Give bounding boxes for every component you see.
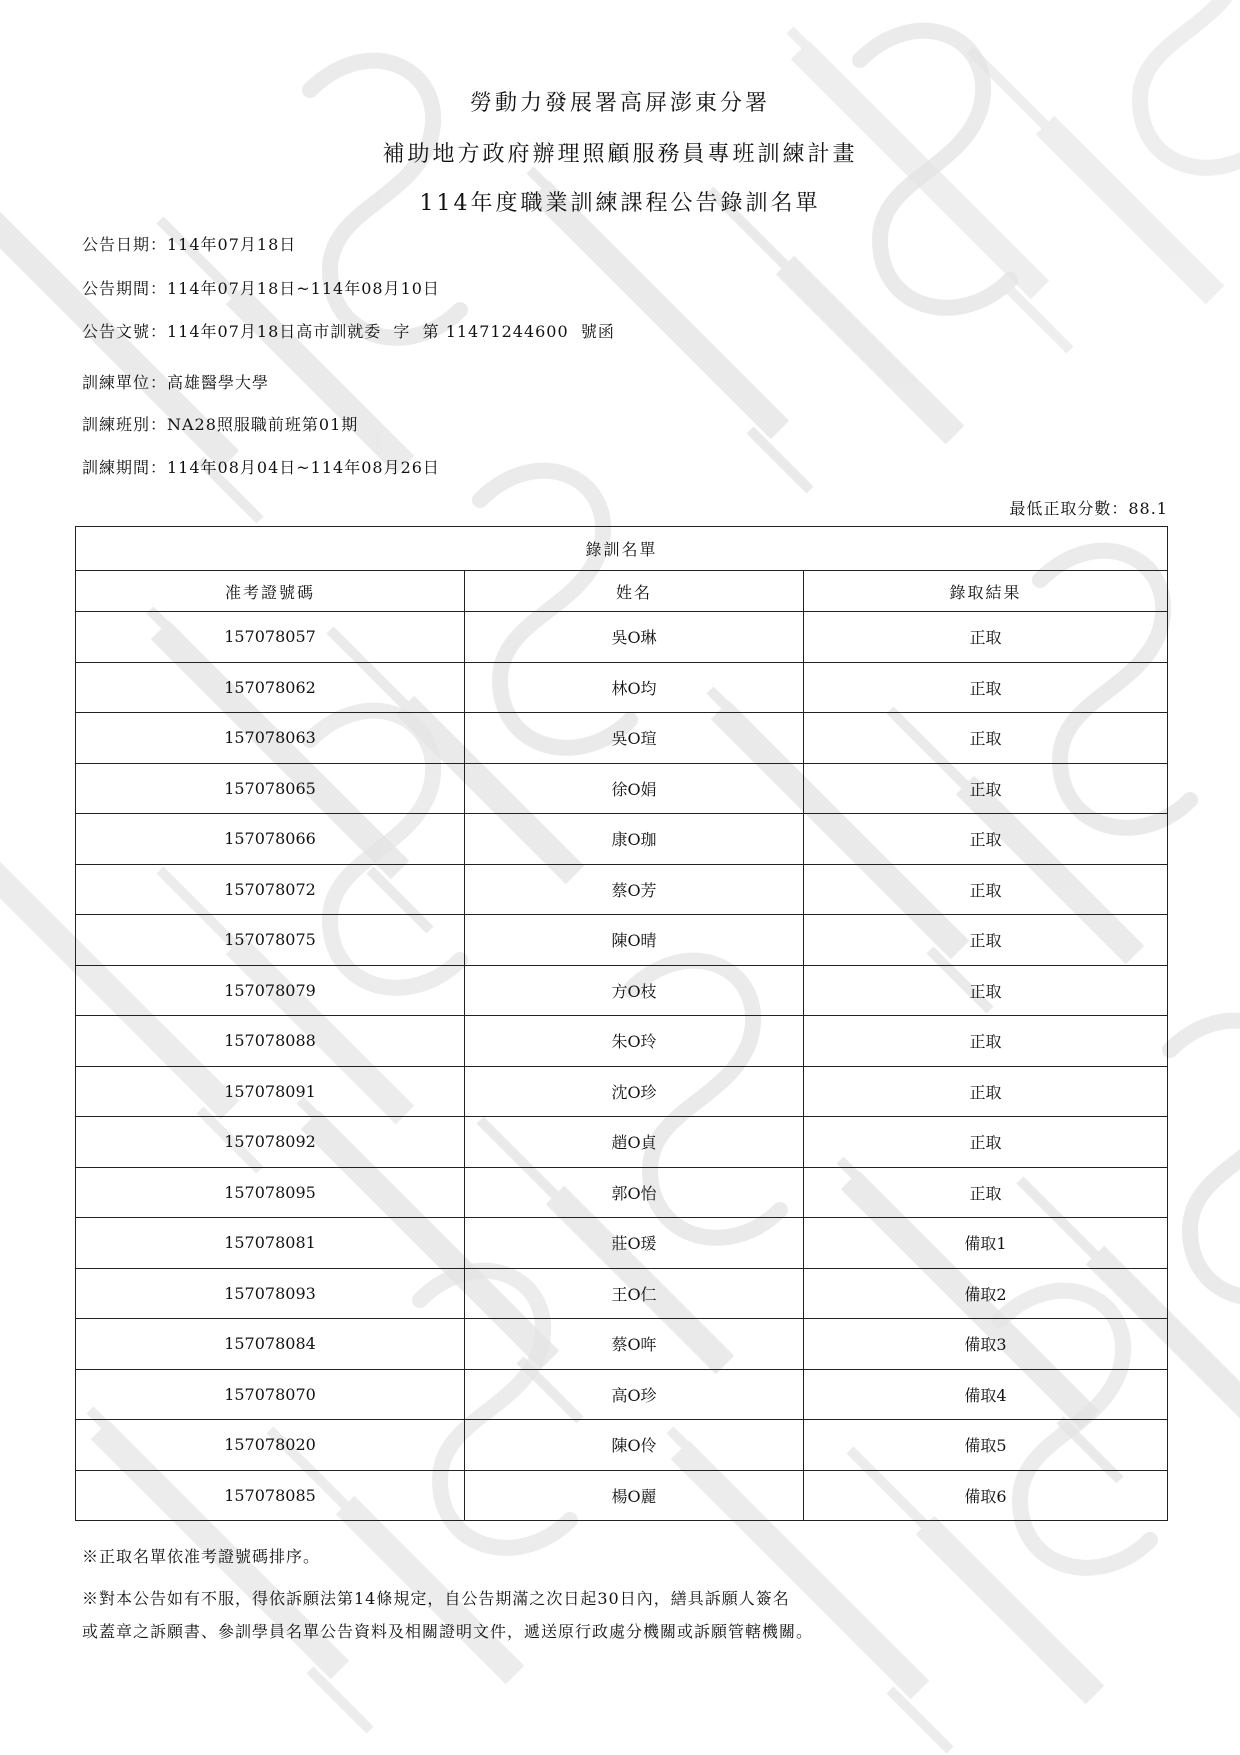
cell-result: 正取 xyxy=(804,965,1168,1016)
cell-exam-number: 157078075 xyxy=(76,915,465,966)
cell-name: 蔡O哖 xyxy=(465,1319,804,1370)
sort-note: ※正取名單依准考證號碼排序。 xyxy=(82,1547,321,1566)
cell-name: 康O珈 xyxy=(465,814,804,865)
cell-exam-number: 157078092 xyxy=(76,1117,465,1168)
cell-exam-number: 157078020 xyxy=(76,1420,465,1471)
cell-exam-number: 157078084 xyxy=(76,1319,465,1370)
cell-name: 蔡O芳 xyxy=(465,864,804,915)
table-row xyxy=(76,713,1168,764)
cell-name: 林O均 xyxy=(465,662,804,713)
cell-result: 正取 xyxy=(804,662,1168,713)
cell-name: 沈O珍 xyxy=(465,1066,804,1117)
cell-result: 備取5 xyxy=(804,1420,1168,1471)
table-row xyxy=(76,814,1168,865)
cell-result: 正取 xyxy=(804,713,1168,764)
cell-result: 備取1 xyxy=(804,1218,1168,1269)
table-row xyxy=(76,1218,1168,1269)
table-row xyxy=(76,1420,1168,1471)
cell-name: 王O仁 xyxy=(465,1268,804,1319)
table-row xyxy=(76,1117,1168,1168)
table-row xyxy=(76,1268,1168,1319)
header-exam-number: 准考證號碼 xyxy=(76,571,465,612)
header-name: 姓名 xyxy=(465,571,804,612)
cell-result: 正取 xyxy=(804,1117,1168,1168)
admission-table xyxy=(75,526,1168,1521)
cell-result: 備取4 xyxy=(804,1369,1168,1420)
training-unit: 訓練單位：高雄醫學大學 xyxy=(82,373,270,392)
cell-name: 徐O娟 xyxy=(465,763,804,814)
cell-exam-number: 157078079 xyxy=(76,965,465,1016)
document-number: 公告文號：114年07月18日高市訓就委 字 第 11471244600 號函 xyxy=(82,322,615,341)
announce-period: 公告期間：114年07月18日~114年08月10日 xyxy=(82,279,440,298)
cell-name: 郭O怡 xyxy=(465,1167,804,1218)
cell-name: 楊O麗 xyxy=(465,1470,804,1521)
agency-title: 勞動力發展署高屏澎東分署 xyxy=(469,91,770,116)
cell-exam-number: 157078081 xyxy=(76,1218,465,1269)
table-row xyxy=(76,1066,1168,1117)
minimum-score: 最低正取分數：88.1 xyxy=(1009,499,1168,518)
announce-date: 公告日期：114年07月18日 xyxy=(82,235,297,254)
cell-name: 吳O瑄 xyxy=(465,713,804,764)
cell-exam-number: 157078062 xyxy=(76,662,465,713)
cell-exam-number: 157078093 xyxy=(76,1268,465,1319)
table-row xyxy=(76,915,1168,966)
training-period: 訓練期間：114年08月04日~114年08月26日 xyxy=(82,458,440,477)
cell-exam-number: 157078091 xyxy=(76,1066,465,1117)
appeal-note-line2: 或蓋章之訴願書、參訓學員名單公告資料及相關證明文件，遞送原行政處分機關或訴願管轄機關。 xyxy=(82,1622,814,1641)
table-header-row xyxy=(76,571,1168,612)
table-row xyxy=(76,1167,1168,1218)
table-caption: 錄訓名單 xyxy=(76,527,1168,571)
table-row xyxy=(76,864,1168,915)
cell-exam-number: 157078072 xyxy=(76,864,465,915)
cell-exam-number: 157078065 xyxy=(76,763,465,814)
appeal-note-line1: ※對本公告如有不服，得依訴願法第14條規定，自公告期滿之次日起30日內，繕具訴願人簽名 xyxy=(82,1589,790,1608)
cell-exam-number: 157078057 xyxy=(76,612,465,663)
cell-exam-number: 157078063 xyxy=(76,713,465,764)
cell-result: 正取 xyxy=(804,814,1168,865)
document-title: 114年度職業訓練課程公告錄訓名單 xyxy=(419,191,821,216)
cell-name: 陳O晴 xyxy=(465,915,804,966)
cell-result: 正取 xyxy=(804,1066,1168,1117)
cell-name: 吳O琳 xyxy=(465,612,804,663)
cell-exam-number: 157078070 xyxy=(76,1369,465,1420)
table-row xyxy=(76,965,1168,1016)
table-row xyxy=(76,1470,1168,1521)
cell-name: 高O珍 xyxy=(465,1369,804,1420)
cell-result: 備取6 xyxy=(804,1470,1168,1521)
table-row xyxy=(76,1319,1168,1370)
cell-name: 莊O瑗 xyxy=(465,1218,804,1269)
cell-name: 朱O玲 xyxy=(465,1016,804,1067)
cell-result: 備取3 xyxy=(804,1319,1168,1370)
cell-result: 正取 xyxy=(804,1167,1168,1218)
cell-name: 方O枝 xyxy=(465,965,804,1016)
program-title: 補助地方政府辦理照顧服務員專班訓練計畫 xyxy=(382,142,858,167)
training-class: 訓練班別：NA28照服職前班第01期 xyxy=(82,415,359,434)
cell-name: 陳O伶 xyxy=(465,1420,804,1471)
cell-exam-number: 157078095 xyxy=(76,1167,465,1218)
table-row xyxy=(76,612,1168,663)
table-caption-row xyxy=(76,527,1168,571)
cell-exam-number: 157078066 xyxy=(76,814,465,865)
cell-result: 正取 xyxy=(804,915,1168,966)
table-row xyxy=(76,662,1168,713)
cell-exam-number: 157078088 xyxy=(76,1016,465,1067)
table-body xyxy=(76,612,1168,1521)
cell-result: 正取 xyxy=(804,612,1168,663)
table-row xyxy=(76,1369,1168,1420)
table-row xyxy=(76,1016,1168,1067)
cell-result: 正取 xyxy=(804,864,1168,915)
cell-exam-number: 157078085 xyxy=(76,1470,465,1521)
cell-result: 正取 xyxy=(804,763,1168,814)
cell-result: 備取2 xyxy=(804,1268,1168,1319)
table-row xyxy=(76,763,1168,814)
header-result: 錄取結果 xyxy=(804,571,1168,612)
cell-result: 正取 xyxy=(804,1016,1168,1067)
cell-name: 趙O貞 xyxy=(465,1117,804,1168)
